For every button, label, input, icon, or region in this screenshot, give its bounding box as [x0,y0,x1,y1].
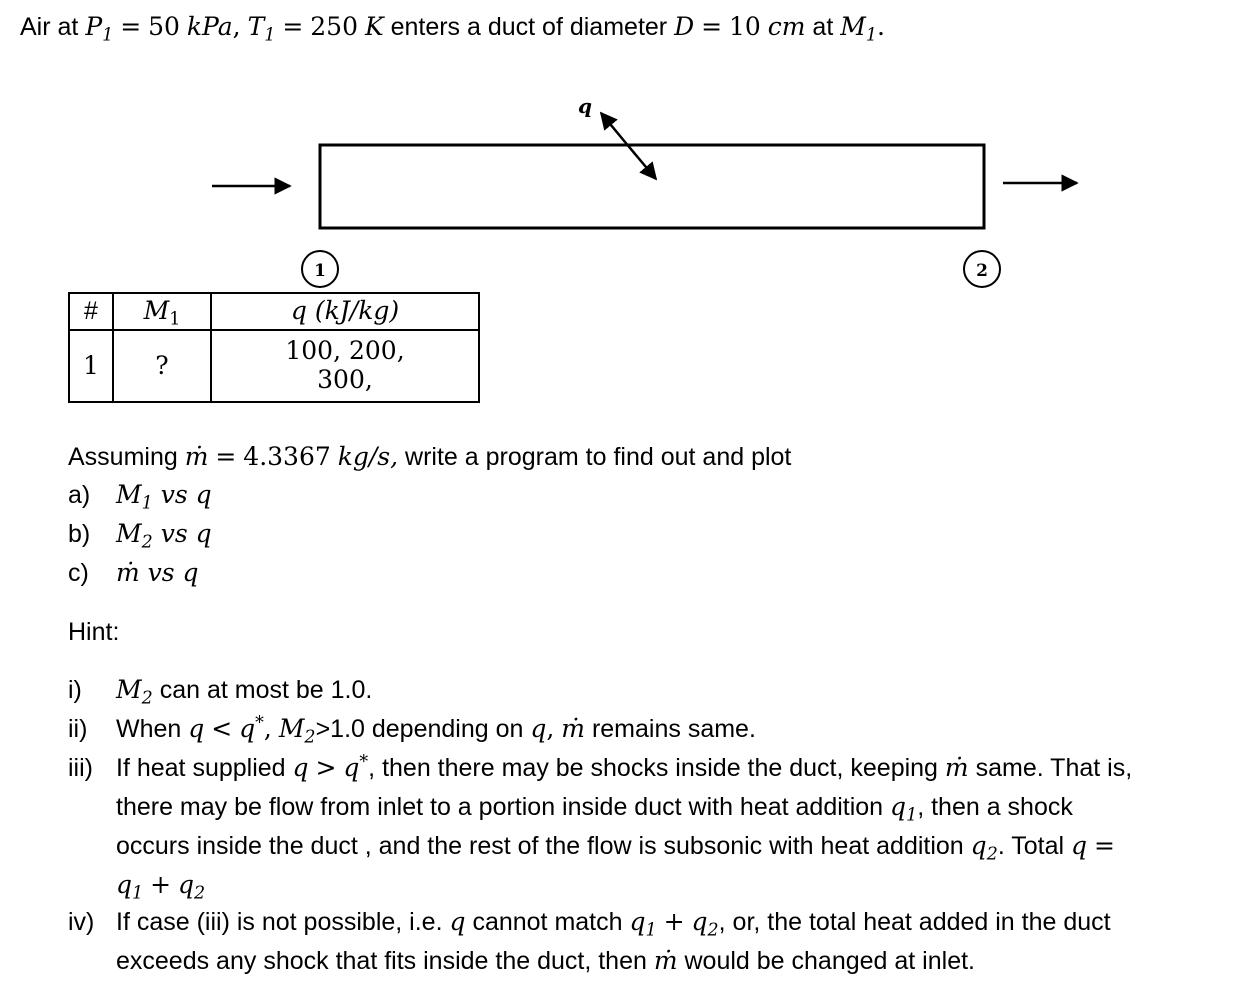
hint-item-ii: ii) When q < q*, $M_2>1.0$ depending on q, ṁ remains same. [68,713,756,748]
list-item: a) $M_1$ vs q [68,480,212,514]
cell-heat: 100, 200, 300, [211,330,479,402]
header-heat: q (kJ/kg) [211,293,479,330]
table-row [69,330,479,402]
cell-number: 1 [69,330,113,402]
hint-item-iii-line4: $q_1 + q_2$ [116,870,206,904]
cell-mach: ? [113,330,211,402]
hint-item-iii: iii) If heat supplied q > q*, then there may be shocks inside the duct, keeping ṁ same. That is, [68,752,1133,782]
problem-statement: Air at $P_1 = 50$ kPa, $T_1 = 250$ K enters a duct of diameter D = 10 cm at $M_1$. [20,12,885,46]
header-mach: $M_1$ [113,293,211,330]
parameter-table [68,292,480,403]
list-item: b) $M_2$ vs q [68,519,212,553]
station-2-label: 2 [976,261,988,281]
list-item: c) ṁ vs q [68,558,199,587]
question-text: Assuming ṁ = 4.3367 kg/s, write a program to find out and plot [68,442,792,471]
table-header-row [69,293,479,330]
duct-rectangle [320,145,984,228]
hint-item-iv: iv) If case (iii) is not possible, i.e. q cannot match $q_1 + q_2$, or, the total heat added in the duct [68,907,1111,941]
hint-item-iv-line2: exceeds any shock that fits inside the duct, then ṁ would be changed at inlet. [116,946,975,975]
heat-arrow-down [625,142,656,179]
hint-item-iii-line2: there may be flow from inlet to a portion inside duct with heat addition $q_1$, then a shock [116,792,1073,826]
hint-item-iii-line3: occurs inside the duct , and the rest of the flow is subsonic with heat addition $q_2$. Total q = [116,831,1115,865]
hint-title: Hint: [68,618,120,646]
heat-arrow-up [601,113,625,142]
heat-label: q [578,94,592,118]
header-number: # [69,293,113,330]
duct-diagram [0,0,1246,300]
station-1-label: 1 [314,261,326,281]
hint-item-i: i) $M_2$ can at most be 1.0. [68,675,373,709]
